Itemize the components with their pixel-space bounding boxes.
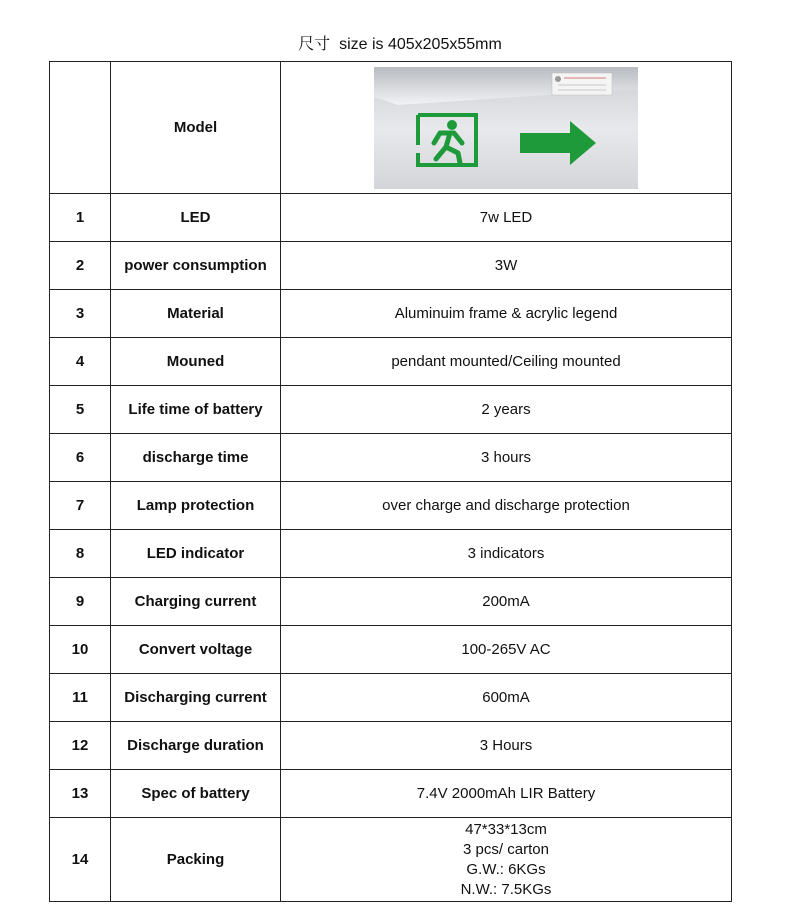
row-label: Discharge duration <box>111 722 281 770</box>
table-row <box>50 434 732 482</box>
table-row <box>50 770 732 818</box>
row-number: 5 <box>50 386 111 434</box>
row-value: 200mA <box>281 578 732 626</box>
row-label: Convert voltage <box>111 626 281 674</box>
page-title: 尺寸 size is 405x205x55mm <box>298 36 502 53</box>
model-image-cell <box>281 62 732 194</box>
row-value: over charge and discharge protection <box>281 482 732 530</box>
row-label: power consumption <box>111 242 281 290</box>
row-label: LED <box>111 194 281 242</box>
table-row <box>50 194 732 242</box>
model-label: Model <box>111 62 281 194</box>
model-num-cell <box>50 62 111 194</box>
row-value: 3 indicators <box>281 530 732 578</box>
packing-line: 47*33*13cm <box>465 820 547 838</box>
row-label: Charging current <box>111 578 281 626</box>
row-label: Material <box>111 290 281 338</box>
row-label: Spec of battery <box>111 770 281 818</box>
table-row <box>50 674 732 722</box>
packing-line: 3 pcs/ carton <box>463 840 549 858</box>
row-number: 14 <box>50 818 111 902</box>
row-number: 2 <box>50 242 111 290</box>
table-row <box>50 338 732 386</box>
row-value: 2 years <box>281 386 732 434</box>
packing-line: G.W.: 6KGs <box>466 860 546 878</box>
row-value: Aluminuim frame & acrylic legend <box>281 290 732 338</box>
row-label: LED indicator <box>111 530 281 578</box>
row-value: 3 hours <box>281 434 732 482</box>
table-row <box>50 242 732 290</box>
table-row <box>50 290 732 338</box>
packing-value <box>281 818 732 902</box>
row-number: 13 <box>50 770 111 818</box>
row-label: Mouned <box>111 338 281 386</box>
table-row <box>50 386 732 434</box>
row-number: 11 <box>50 674 111 722</box>
row-label: Lamp protection <box>111 482 281 530</box>
row-number: 12 <box>50 722 111 770</box>
row-number: 6 <box>50 434 111 482</box>
spec-table <box>49 61 732 902</box>
table-row <box>50 482 732 530</box>
row-number: 9 <box>50 578 111 626</box>
packing-line: N.W.: 7.5KGs <box>460 880 552 898</box>
row-number: 3 <box>50 290 111 338</box>
row-number: 7 <box>50 482 111 530</box>
model-row <box>50 62 732 194</box>
row-value: 3 Hours <box>281 722 732 770</box>
row-label: discharge time <box>111 434 281 482</box>
row-label: Packing <box>111 818 281 902</box>
row-number: 1 <box>50 194 111 242</box>
row-value: 7.4V 2000mAh LIR Battery <box>281 770 732 818</box>
exit-sign-icon <box>374 67 638 189</box>
row-label: Life time of battery <box>111 386 281 434</box>
row-number: 10 <box>50 626 111 674</box>
packing-row <box>50 818 732 902</box>
table-row <box>50 722 732 770</box>
row-value: 100-265V AC <box>281 626 732 674</box>
row-value: 7w LED <box>281 194 732 242</box>
table-row <box>50 626 732 674</box>
row-value: 3W <box>281 242 732 290</box>
row-number: 8 <box>50 530 111 578</box>
row-value: pendant mounted/Ceiling mounted <box>281 338 732 386</box>
row-label: Discharging current <box>111 674 281 722</box>
table-row <box>50 530 732 578</box>
table-row <box>50 578 732 626</box>
row-value: 600mA <box>281 674 732 722</box>
row-number: 4 <box>50 338 111 386</box>
